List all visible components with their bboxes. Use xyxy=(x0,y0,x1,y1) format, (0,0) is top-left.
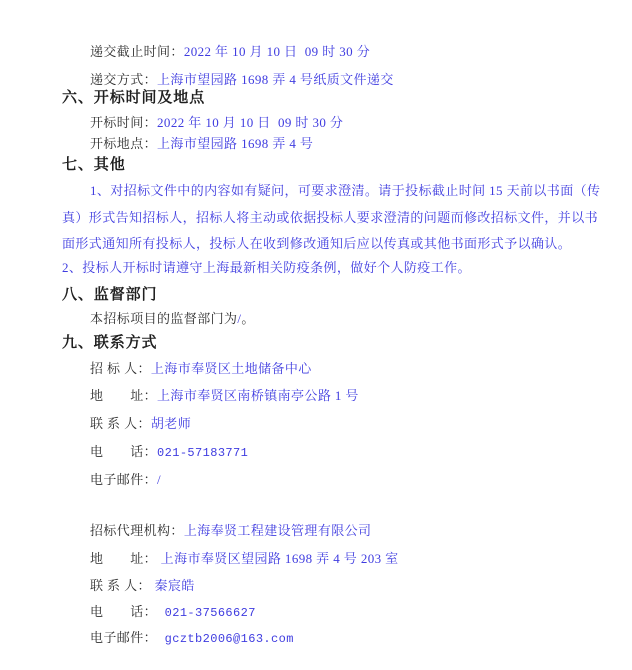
text-segment: 上海市奉贤区土地储备中心 xyxy=(150,361,312,376)
agency-address-line xyxy=(90,552,399,566)
text-segment: 电 话： xyxy=(90,444,158,459)
bid-opening-time-line xyxy=(90,116,343,130)
text-segment: 胡老师 xyxy=(150,416,192,431)
text-segment: 021-37566627 xyxy=(157,606,256,620)
text-segment: 2、投标人开标时请遵守上海最新相关防疫条例，做好个人防疫工作。 xyxy=(62,260,471,275)
text-segment: 电子邮件： xyxy=(90,472,158,487)
text-segment: 真）形式告知招标人，招标人将主动或依据投标人要求澄清的问题而修改招标文件，并以书 xyxy=(62,210,599,225)
section-heading-text: 七、其他 xyxy=(62,157,126,173)
section-heading-8 xyxy=(62,288,157,302)
other-clause-1-line-1 xyxy=(90,184,600,198)
section-heading-text: 六、开标时间及地点 xyxy=(62,90,206,106)
text-segment: 地 址： xyxy=(90,551,158,566)
text-segment: 递交截止时间： xyxy=(90,44,184,59)
other-clause-2-line xyxy=(62,261,471,275)
text-segment: 021-57183771 xyxy=(157,446,249,460)
text-segment: 地 址： xyxy=(90,388,158,403)
section-heading-7 xyxy=(62,158,126,172)
other-clause-1-line-2 xyxy=(62,211,598,225)
text-segment: 电 话： xyxy=(90,604,158,619)
text-segment: 上海市望园路 1698 弄 4 号纸质文件递交 xyxy=(157,72,394,87)
text-segment: 上海市奉贤区南桥镇南亭公路 1 号 xyxy=(157,388,359,403)
section-heading-text: 九、联系方式 xyxy=(62,335,158,351)
text-segment: 开标地点： xyxy=(90,136,158,151)
other-clause-1-line-3 xyxy=(62,237,571,251)
text-segment: 电子邮件： xyxy=(90,630,158,645)
agency-email-line xyxy=(90,631,294,646)
text-segment: 联 系 人： xyxy=(90,416,151,431)
text-segment: 2022 年 10 月 10 日 09 时 30 分 xyxy=(183,44,371,59)
tenderer-line xyxy=(90,362,312,376)
text-segment: 上海奉贤工程建设管理有限公司 xyxy=(183,523,372,538)
text-segment: gcztb2006@163.com xyxy=(157,632,294,646)
supervision-dept-line xyxy=(90,312,255,326)
agency-contact-line xyxy=(90,579,195,593)
submission-deadline-line xyxy=(90,45,370,59)
text-segment: 联 系 人： xyxy=(90,578,151,593)
section-heading-6 xyxy=(62,91,205,105)
tenderer-email-line xyxy=(90,473,161,487)
text-segment: 1、对招标文件中的内容如有疑问，可要求澄清。请于投标截止时间 15 天前以书面（传 xyxy=(90,183,601,198)
text-segment: 递交方式： xyxy=(90,72,158,87)
section-heading-9 xyxy=(62,336,157,350)
text-segment: / xyxy=(237,311,242,326)
agency-phone-line xyxy=(90,605,256,620)
text-segment: 上海市奉贤区望园路 1698 弄 4 号 203 室 xyxy=(157,551,399,566)
section-heading-text: 八、监督部门 xyxy=(62,287,158,303)
text-segment: 招标代理机构： xyxy=(90,523,184,538)
text-segment: 。 xyxy=(241,311,255,326)
bid-opening-place-line xyxy=(90,137,313,151)
text-segment: 开标时间： xyxy=(90,115,158,130)
submission-method-line xyxy=(90,73,394,87)
tenderer-address-line xyxy=(90,389,359,403)
text-segment: 本招标项目的监督部门为 xyxy=(90,311,238,326)
text-segment: 秦宸皓 xyxy=(150,578,195,593)
tenderer-contact-line xyxy=(90,417,191,431)
tenderer-phone-line xyxy=(90,445,248,460)
text-segment: 面形式通知所有投标人，投标人在收到修改通知后应以传真或其他书面形式予以确认。 xyxy=(62,236,572,251)
agency-line xyxy=(90,524,371,538)
text-segment: / xyxy=(157,472,162,487)
text-segment: 招 标 人： xyxy=(90,361,151,376)
text-segment: 2022 年 10 月 10 日 09 时 30 分 xyxy=(157,115,344,130)
text-segment: 上海市望园路 1698 弄 4 号 xyxy=(157,136,314,151)
